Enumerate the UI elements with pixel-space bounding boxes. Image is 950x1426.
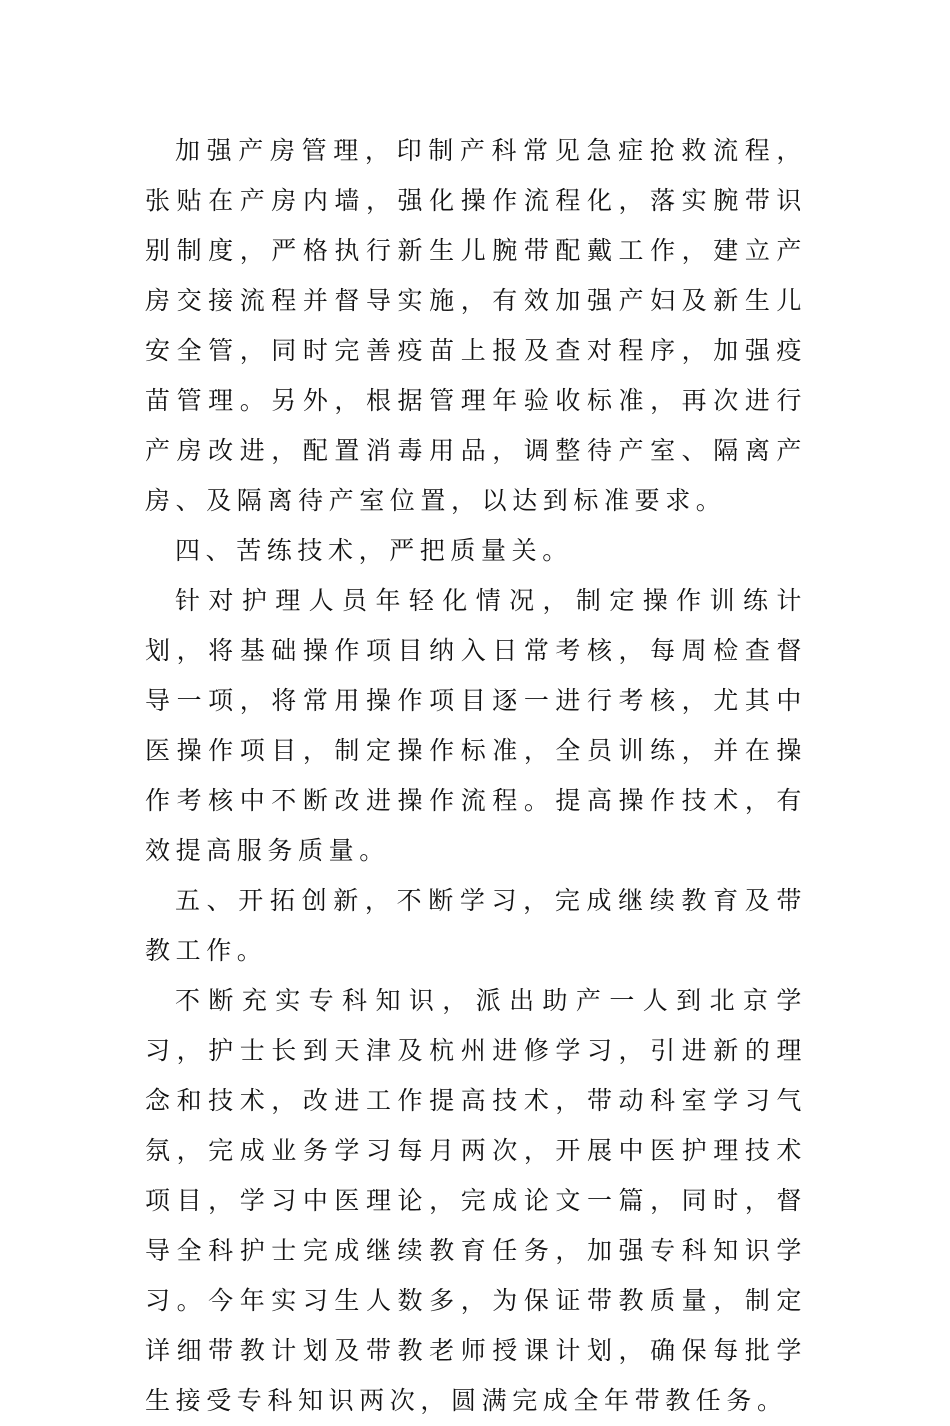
paragraph-skills-training: 针对护理人员年轻化情况，制定操作训练计划，将基础操作项目纳入日常考核，每周检查督导一项，将常用操作项目逐一进行考核，尤其中医操作项目，制定操作标准，全员训练，并在操作考核中不断改进操作流程。提高操作技术，有效提高服务质量。 xyxy=(145,586,807,865)
section-heading-innovation-learning: 五、开拓创新，不断学习，完成继续教育及带教工作。 xyxy=(145,886,807,965)
document-body xyxy=(145,126,807,1426)
paragraph-delivery-room-management: 加强产房管理，印制产科常见急症抢救流程，张贴在产房内墙，强化操作流程化，落实腕带识别制度，严格执行新生儿腕带配戴工作，建立产房交接流程并督导实施，有效加强产妇及新生儿安全管，同时完善疫苗上报及查对程序，加强疫苗管理。另外，根据管理年验收标准，再次进行产房改进，配置消毒用品，调整待产室、隔离产房、及隔离待产室位置，以达到标准要求。 xyxy=(145,136,807,515)
paragraph-continuing-education: 不断充实专科知识，派出助产一人到北京学习，护士长到天津及杭州进修学习，引进新的理念和技术，改进工作提高技术，带动科室学习气氛，完成业务学习每月两次，开展中医护理技术项目，学习中医理论，完成论文一篇，同时，督导全科护士完成继续教育任务，加强专科知识学习。今年实习生人数多，为保证带教质量，制定详细带教计划及带教老师授课计划，确保每批学生接受专科知识两次，圆满完成全年带教任务。 xyxy=(145,986,807,1415)
section-heading-skills-quality: 四、苦练技术，严把质量关。 xyxy=(175,536,573,565)
